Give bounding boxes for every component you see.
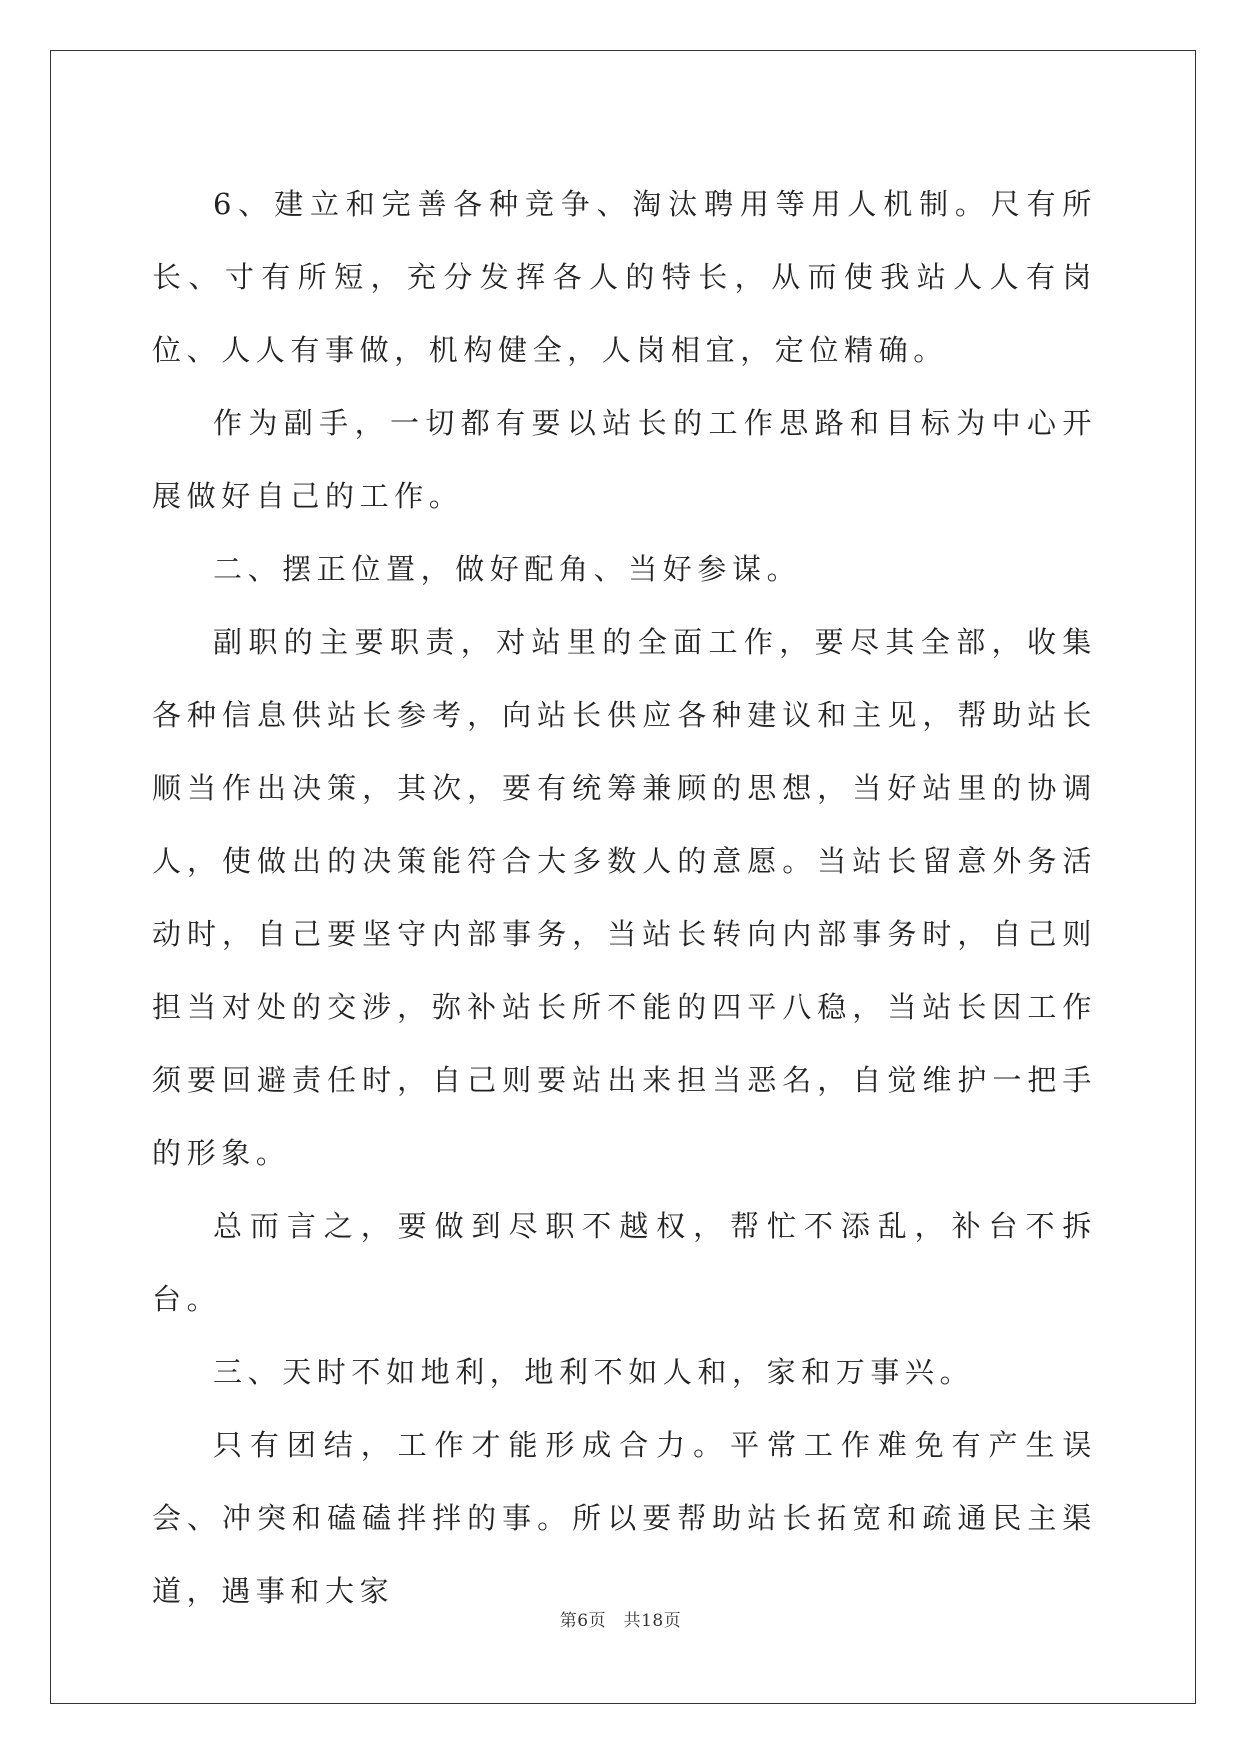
paragraph: 作为副手，一切都有要以站长的工作思路和目标为中心开展做好自己的工作。 (152, 406, 1097, 513)
paragraph: 副职的主要职责，对站里的全面工作，要尽其全部，收集各种信息供站长参考，向站长供应各种建议和主见，帮助站长顺当作出决策，其次，要有统筹兼顾的思想，当好站里的协调人，使做出的决策能符合大多数人的意愿。当站长留意外务活动时，自己要坚守内部事务，当站长转向内部事务时，自己则担当对处的交涉，弥补站长所不能的四平八稳，当站长因工作须要回避责任时，自己则要站出来担当恶名，自觉维护一把手的形象。 (152, 625, 1097, 1170)
paragraph: 三、天时不如地利，地利不如人和，家和万事兴。 (213, 1355, 975, 1389)
paragraph: 总而言之，要做到尽职不越权，帮忙不添乱，补台不拆台。 (152, 1209, 1097, 1316)
paragraph: 6、建立和完善各种竞争、淘汰聘用等用人机制。尺有所长、寸有所短，充分发挥各人的特长，从而使我站人人有岗位、人人有事做，机构健全，人岗相宜，定位精确。 (152, 187, 1097, 367)
paragraph: 二、摆正位置，做好配角、当好参谋。 (213, 552, 802, 586)
paragraph: 只有团结，工作才能形成合力。平常工作难免有产生误会、冲突和磕磕拌拌的事。所以要帮助站长拓宽和疏通民主渠道，遇事和大家 (152, 1428, 1097, 1608)
document-body (152, 168, 1097, 1628)
page-number: 第6页 共18页 (559, 1611, 682, 1631)
